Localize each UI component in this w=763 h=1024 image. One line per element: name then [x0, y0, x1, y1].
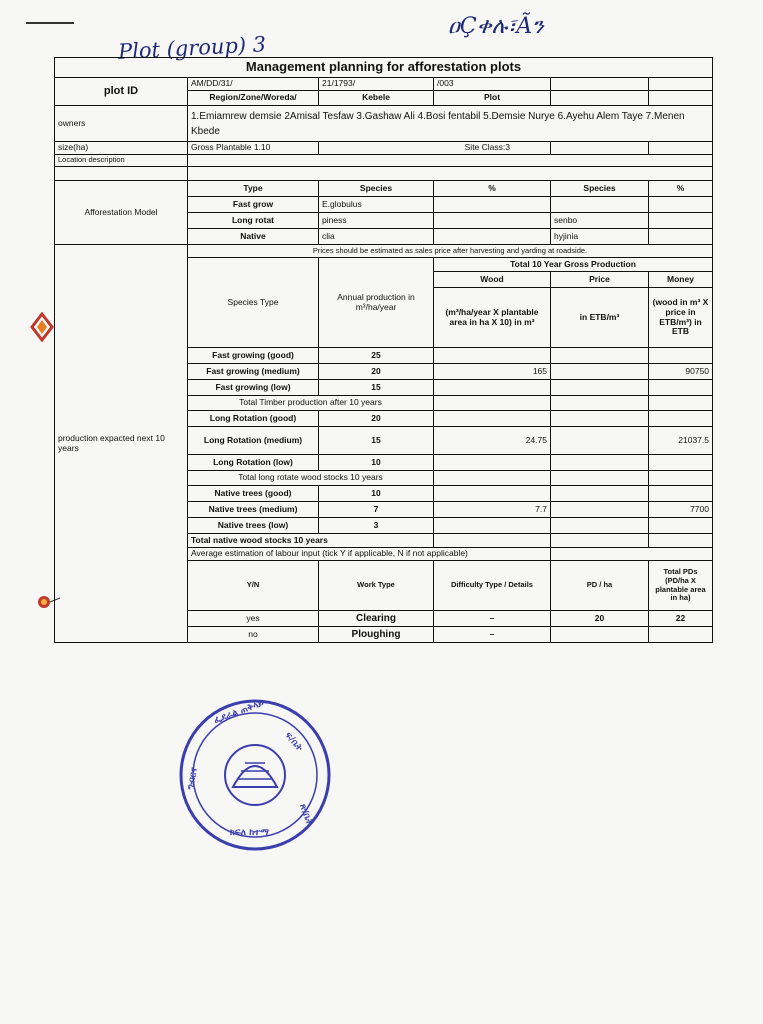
model-species: E.globulus	[319, 197, 434, 213]
plot-id-part-4	[551, 78, 649, 91]
gross-plantable: Gross Plantable 1.10	[188, 142, 319, 155]
total-native-money	[649, 534, 713, 548]
long-rotation-type: Long Rotation (low)	[188, 455, 319, 471]
wood-label: Wood	[434, 272, 551, 288]
model-header-pct-2: %	[649, 181, 713, 197]
model-pct	[434, 213, 551, 229]
total-timber-price	[551, 396, 649, 411]
labour-header-total: Total PDs (PD/ha X plantable area in ha)	[649, 561, 713, 611]
model-pct-2	[649, 197, 713, 213]
svg-text:ፌደራል ጠቅላይ: ፌደራል ጠቅላይ	[212, 698, 266, 726]
total-native-price	[551, 534, 649, 548]
production-type: Fast growing (medium)	[188, 364, 319, 380]
money-label: Money	[649, 272, 713, 288]
long-rotation-annual: 20	[319, 411, 434, 427]
native-money	[649, 518, 713, 534]
long-rotation-wood	[434, 411, 551, 427]
labour-header-pdha: PD / ha	[551, 561, 649, 611]
owners-label: owners	[55, 106, 188, 142]
owners-value: 1.Emiamrew demsie 2Amisal Tesfaw 3.Gashaw Ali 4.Bosi fentabil 5.Demsie Nurye 6.Ayehu Alem Taye 7.Menen Kbede	[188, 106, 713, 142]
labour-note: Average estimation of labour input (tick Y if applicable, N if not applicable)	[188, 548, 551, 561]
red-diamond-mark	[30, 312, 54, 342]
handwritten-plot-group: Plot (group) 3	[117, 32, 267, 64]
total-long-label: Total long rotate wood stocks 10 years	[188, 471, 434, 486]
model-pct	[434, 229, 551, 245]
size-extra-2	[649, 142, 713, 155]
annual-production-label: Annual production in m³/ha/year	[319, 258, 434, 348]
model-pct-2	[649, 229, 713, 245]
labour-difficulty: –	[434, 611, 551, 627]
long-rotation-type: Long Rotation (medium)	[188, 427, 319, 455]
long-rotation-annual: 15	[319, 427, 434, 455]
production-annual: 20	[319, 364, 434, 380]
labour-difficulty: –	[434, 627, 551, 643]
location-value	[188, 155, 713, 167]
native-money	[649, 486, 713, 502]
labour-yn: no	[188, 627, 319, 643]
long-rotation-type: Long Rotation (good)	[188, 411, 319, 427]
native-annual: 7	[319, 502, 434, 518]
form-title: Management planning for afforestation plots	[55, 58, 713, 78]
location-spacer	[55, 167, 188, 181]
wood-sub: (m³/ha/year X plantable area in ha X 10) in m³	[434, 288, 551, 348]
native-annual: 10	[319, 486, 434, 502]
labour-work: Ploughing	[319, 627, 434, 643]
labour-total	[649, 627, 713, 643]
total-timber-wood	[434, 396, 551, 411]
location-label: Location description	[55, 155, 188, 167]
species-type-label: Species Type	[188, 258, 319, 348]
native-price	[551, 502, 649, 518]
plot-id-part-1: AM/DD/31/	[188, 78, 319, 91]
total-native-label: Total native wood stocks 10 years	[188, 534, 434, 548]
total-timber-label: Total Timber production after 10 years	[188, 396, 434, 411]
production-type: Fast growing (good)	[188, 348, 319, 364]
production-price	[551, 380, 649, 396]
model-header-species: Species	[319, 181, 434, 197]
long-rotation-wood	[434, 455, 551, 471]
model-species: piness	[319, 213, 434, 229]
long-rotation-money	[649, 455, 713, 471]
long-rotation-price	[551, 427, 649, 455]
handwritten-top-right: ዐÇቀሉ፣Ãን	[448, 14, 544, 39]
model-type: Native	[188, 229, 319, 245]
long-rotation-price	[551, 411, 649, 427]
svg-text:ግብርና: ግብርና	[186, 767, 200, 791]
production-price	[551, 364, 649, 380]
labour-header-yn: Y/N	[188, 561, 319, 611]
plot-id-part-2: 21/1793/	[319, 78, 434, 91]
model-header-type: Type	[188, 181, 319, 197]
production-annual: 25	[319, 348, 434, 364]
model-type: Fast grow	[188, 197, 319, 213]
production-type: Fast growing (low)	[188, 380, 319, 396]
location-spacer-2	[188, 167, 713, 181]
model-header-pct: %	[434, 181, 551, 197]
production-money	[649, 380, 713, 396]
native-wood: 7.7	[434, 502, 551, 518]
plot-label: Plot	[434, 91, 551, 106]
production-annual: 15	[319, 380, 434, 396]
production-money	[649, 348, 713, 364]
svg-text:ጽ/ቤት: ጽ/ቤት	[297, 802, 315, 827]
labour-pdha	[551, 627, 649, 643]
plot-id-part-3: /003	[434, 78, 551, 91]
labour-header-difficulty: Difficulty Type / Details	[434, 561, 551, 611]
price-label: Price	[551, 272, 649, 288]
long-rotation-wood: 24.75	[434, 427, 551, 455]
svg-text:ፍ/ቤት: ፍ/ቤት	[282, 730, 305, 754]
official-stamp	[175, 695, 335, 855]
native-type: Native trees (good)	[188, 486, 319, 502]
labour-note-spacer	[551, 548, 713, 561]
total-timber-money	[649, 396, 713, 411]
production-wood	[434, 348, 551, 364]
long-rotation-annual: 10	[319, 455, 434, 471]
long-rotation-price	[551, 455, 649, 471]
total-long-wood	[434, 471, 551, 486]
native-type: Native trees (low)	[188, 518, 319, 534]
plot-extra-2	[649, 91, 713, 106]
native-wood	[434, 518, 551, 534]
labour-pdha: 20	[551, 611, 649, 627]
long-rotation-money: 21037.5	[649, 427, 713, 455]
plot-id-part-5	[649, 78, 713, 91]
native-wood	[434, 486, 551, 502]
model-species-2: senbo	[551, 213, 649, 229]
afforestation-form	[54, 57, 713, 643]
native-money: 7700	[649, 502, 713, 518]
model-species-2	[551, 197, 649, 213]
total-long-price	[551, 471, 649, 486]
model-species: clia	[319, 229, 434, 245]
labour-total: 22	[649, 611, 713, 627]
native-price	[551, 486, 649, 502]
plot-extra-1	[551, 91, 649, 106]
total-long-money	[649, 471, 713, 486]
price-sub: in ETB/m³	[551, 288, 649, 348]
total-native-wood	[434, 534, 551, 548]
model-type: Long rotat	[188, 213, 319, 229]
production-wood: 165	[434, 364, 551, 380]
model-pct-2	[649, 213, 713, 229]
site-class: Site Class:3	[319, 142, 551, 155]
afforestation-model-label: Afforestation Model	[55, 181, 188, 245]
model-pct	[434, 197, 551, 213]
size-extra-1	[551, 142, 649, 155]
labour-header-work: Work Type	[319, 561, 434, 611]
long-rotation-money	[649, 411, 713, 427]
native-price	[551, 518, 649, 534]
labour-work: Clearing	[319, 611, 434, 627]
production-label: production expacted next 10 years	[55, 245, 188, 643]
prices-note: Prices should be estimated as sales price after harvesting and yarding at roadside.	[188, 245, 713, 258]
scan-mark-top-left	[26, 22, 74, 24]
plot-id-label: plot ID	[55, 78, 188, 106]
svg-text:ክፍለ ከተማ: ክፍለ ከተማ	[230, 828, 269, 838]
labour-yn: yes	[188, 611, 319, 627]
production-wood	[434, 380, 551, 396]
model-species-2: hyjinia	[551, 229, 649, 245]
model-header-species-2: Species	[551, 181, 649, 197]
production-money: 90750	[649, 364, 713, 380]
total-gross-label: Total 10 Year Gross Production	[434, 258, 713, 272]
money-sub: (wood in m³ X price in ETB/m³) in ETB	[649, 288, 713, 348]
native-type: Native trees (medium)	[188, 502, 319, 518]
production-price	[551, 348, 649, 364]
kebele-label: Kebele	[319, 91, 434, 106]
native-annual: 3	[319, 518, 434, 534]
size-label: size(ha)	[55, 142, 188, 155]
region-label: Region/Zone/Woreda/	[188, 91, 319, 106]
